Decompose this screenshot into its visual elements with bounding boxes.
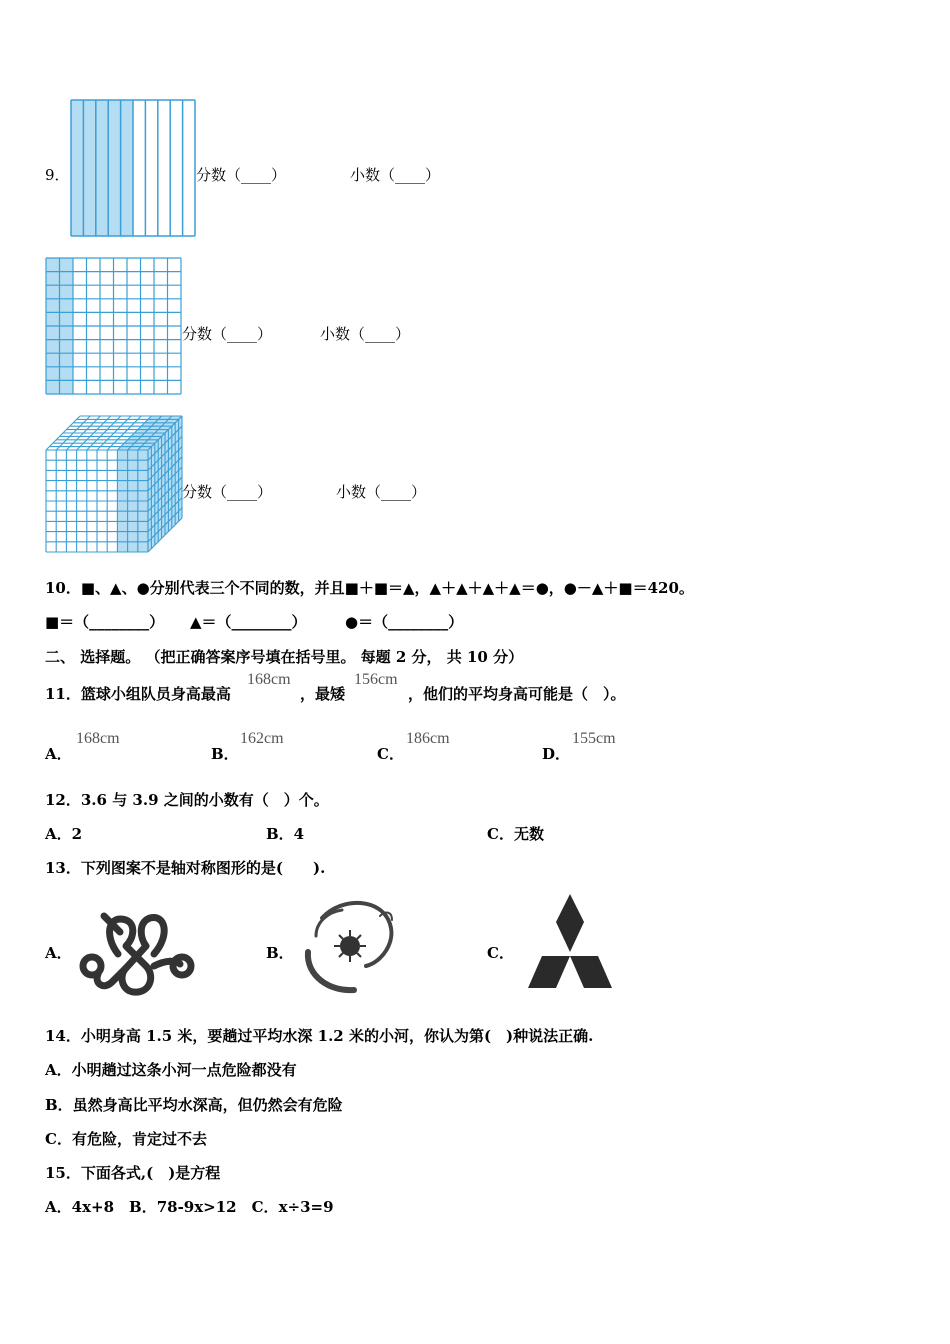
question-11-text-a: 11．篮球小组队员身高最高 (45, 685, 231, 703)
q11-option-b-value: 162cm (240, 730, 284, 747)
tenths-strip-figure (70, 99, 196, 237)
question-15-text: 15．下面各式,( )是方程 (45, 1164, 221, 1182)
question-13-text: 13．下列图案不是轴对称图形的是( ). (45, 859, 326, 877)
q13-option-a-letter[interactable]: A． (45, 944, 72, 962)
q10-circle-blank[interactable]: ●＝（________） (345, 613, 464, 631)
shaded-strips (71, 100, 133, 236)
q9-row3-decimal-blank[interactable]: 小数（____） (336, 483, 427, 501)
q14-option-b[interactable]: B．虽然身高比平均水深高，但仍然会有危险 (45, 1096, 343, 1114)
question-11-text-c: ，他们的平均身高可能是（ ）。 (408, 685, 626, 703)
question-12-text: 12．3.6 与 3.9 之间的小数有（ ）个。 (45, 791, 329, 809)
q9-row2-fraction-blank[interactable]: 分数（____） (182, 325, 273, 343)
q12-option-c[interactable]: C．无数 (487, 825, 544, 843)
q11-option-d-letter[interactable]: D． (542, 745, 571, 763)
q12-option-a[interactable]: A．2 (45, 825, 83, 843)
q14-option-c[interactable]: C．有危险，肯定过不去 (45, 1130, 207, 1148)
q10-triangle-blank[interactable]: ▲＝（________） (190, 613, 307, 631)
chinese-knot-figure (74, 906, 200, 998)
q15-options[interactable]: A．4x+8 B．78-9x>12 C．x÷3=9 (45, 1198, 334, 1216)
q11-option-a-value: 168cm (76, 730, 120, 747)
q9-row2-decimal-blank[interactable]: 小数（____） (320, 325, 411, 343)
section-2-heading: 二、 选择题。 （把正确答案序号填在括号里。 每题 2 分， 共 10 分） (45, 648, 524, 666)
q13-option-c-letter[interactable]: C． (487, 944, 514, 962)
q9-row1-decimal-blank[interactable]: 小数（____） (350, 166, 441, 184)
q11-option-c-letter[interactable]: C． (377, 745, 404, 763)
q9-row3-fraction-blank[interactable]: 分数（____） (182, 483, 273, 501)
question-10-text: 10．■、▲、●分别代表三个不同的数，并且■＋■＝▲，▲＋▲＋▲＋▲＝●，●－▲＋■＝420。 (45, 579, 694, 597)
question-14-text: 14．小明身高 1.5 米，要趟过平均水深 1.2 米的小河，你认为第( )种说法正确. (45, 1027, 594, 1045)
hundred-grid-figure (45, 257, 182, 395)
q10-square-blank[interactable]: ■＝（________） (45, 613, 165, 631)
q11-min-height-value: 156cm (354, 671, 398, 688)
q11-option-d-value: 155cm (572, 730, 616, 747)
three-diamonds-figure (524, 892, 616, 990)
q11-max-height-value: 168cm (247, 671, 291, 688)
q9-row1-fraction-blank[interactable]: 分数（____） (196, 166, 287, 184)
q11-option-b-letter[interactable]: B． (211, 745, 239, 763)
q11-option-c-value: 186cm (406, 730, 450, 747)
thousand-cube-figure (45, 415, 185, 555)
swirl-sun-figure (296, 896, 406, 998)
q13-option-b-letter[interactable]: B． (266, 944, 294, 962)
question-9-number: 9． (45, 166, 70, 184)
question-11-text-b: ，最矮 (300, 685, 346, 703)
q12-option-b[interactable]: B．4 (266, 825, 305, 843)
q11-option-a-letter[interactable]: A． (45, 745, 72, 763)
q14-option-a[interactable]: A．小明趟过这条小河一点危险都没有 (45, 1061, 297, 1079)
